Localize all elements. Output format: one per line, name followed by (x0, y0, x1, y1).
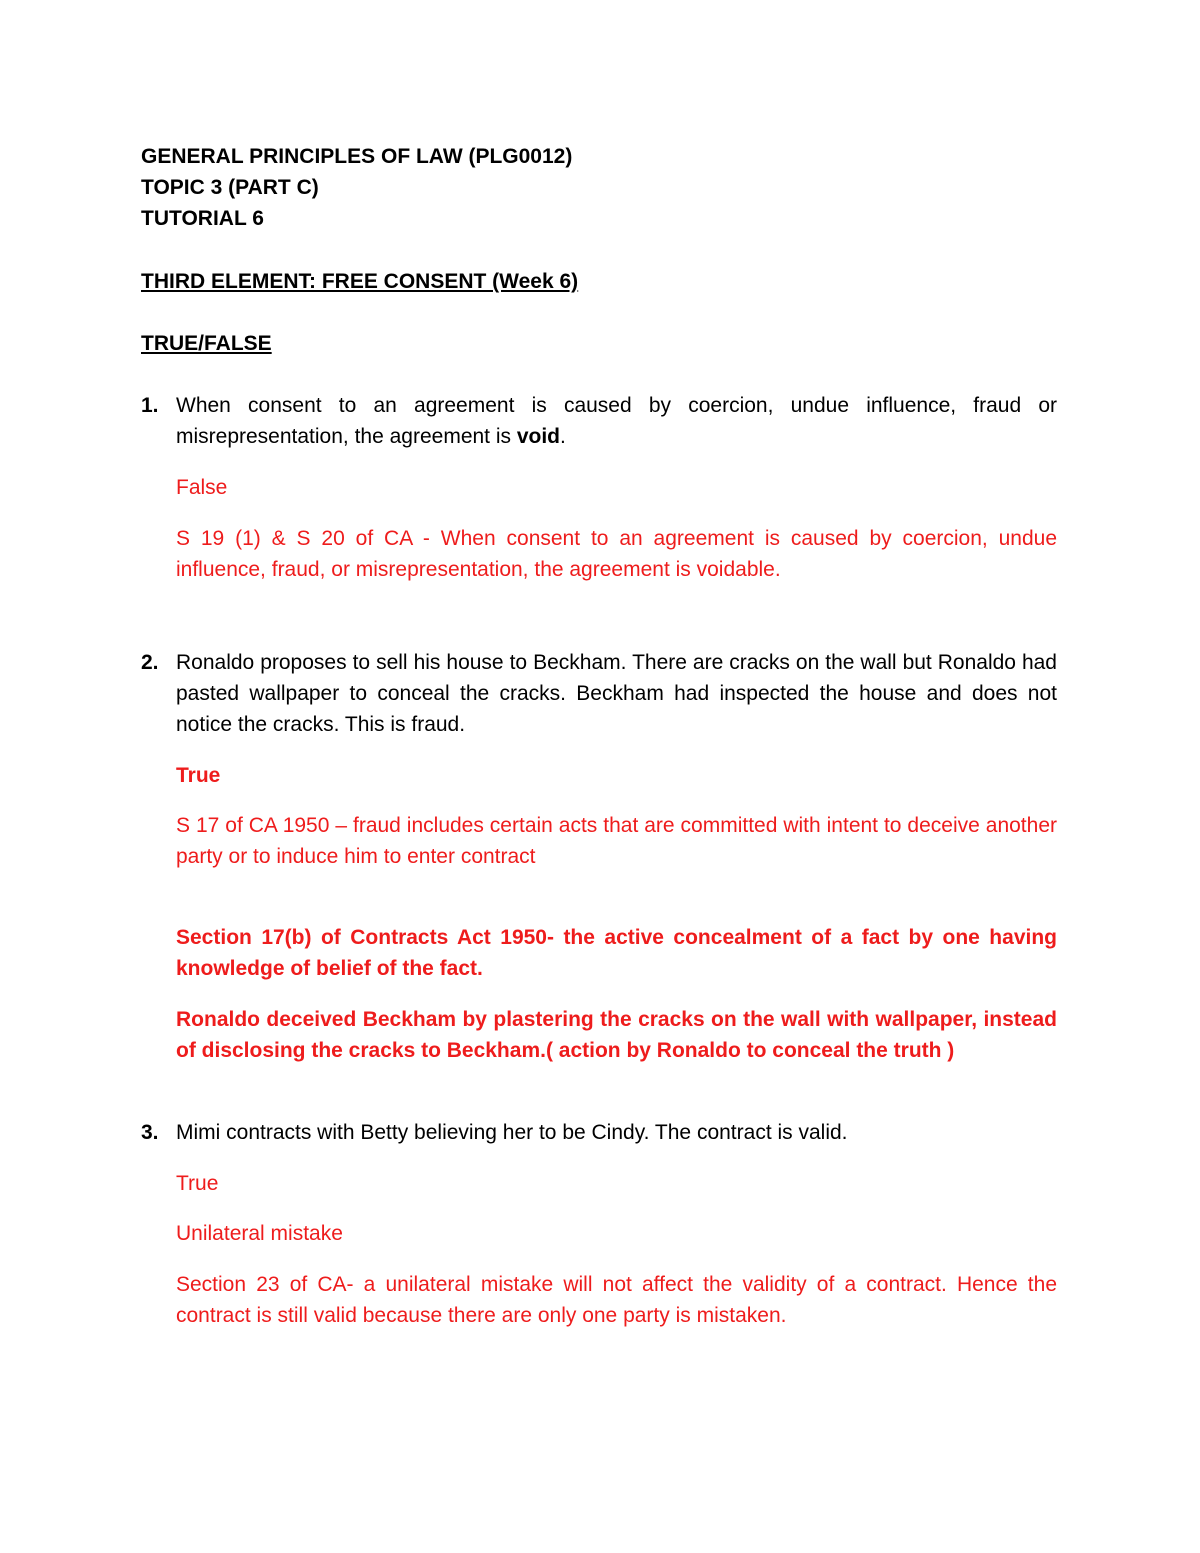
question-2-section-note: Section 17(b) of Contracts Act 1950- the active concealment of a fact by one having knowledge of belief of the fact. (176, 926, 1057, 980)
subsection-title: TRUE/FALSE (141, 332, 272, 355)
question-2-application: Ronaldo deceived Beckham by plastering the cracks on the wall with wallpaper, instead of disclosing the cracks to Beckham.( action by Ronaldo to conceal the truth ) (176, 1008, 1057, 1062)
question-3-explanation: Section 23 of CA- a unilateral mistake will not affect the validity of a contract. Hence the contract is still valid because there are only one party is mistaken. (176, 1273, 1057, 1327)
question-1-text-before: When consent to an agreement is caused by coercion, undue influence, fraud or misrepresentation, the agreement is (176, 394, 1057, 448)
question-1-text (176, 390, 1057, 452)
question-3-number: 3. (141, 1121, 159, 1144)
question-1-text-bold: void (516, 425, 561, 448)
question-1-answer: False (176, 476, 228, 499)
topic-title: TOPIC 3 (PART C) (141, 176, 319, 199)
question-1-text-after: . (560, 425, 566, 448)
question-1-number: 1. (141, 394, 159, 417)
question-3-answer: True (176, 1172, 219, 1195)
question-2-text: Ronaldo proposes to sell his house to Beckham. There are cracks on the wall but Ronaldo had pasted wallpaper to conceal the cracks. Beckham had inspected the house and does not notice the cracks. This is fraud. (176, 651, 1057, 736)
question-3-text: Mimi contracts with Betty believing her to be Cindy. The contract is valid. (176, 1121, 848, 1144)
question-2-answer: True (176, 764, 221, 787)
question-1-explanation: S 19 (1) & S 20 of CA - When consent to an agreement is caused by coercion, undue influence, fraud, or misrepresentation, the agreement is voidable. (176, 527, 1057, 581)
question-2-number: 2. (141, 651, 159, 674)
question-2-explanation: S 17 of CA 1950 – fraud includes certain acts that are committed with intent to deceive another party or to induce him to enter contract (176, 814, 1057, 868)
question-3-mistake-type: Unilateral mistake (176, 1222, 343, 1245)
tutorial-title: TUTORIAL 6 (141, 207, 264, 230)
section-title: THIRD ELEMENT: FREE CONSENT (Week 6) (141, 270, 579, 293)
course-title: GENERAL PRINCIPLES OF LAW (PLG0012) (141, 145, 573, 168)
